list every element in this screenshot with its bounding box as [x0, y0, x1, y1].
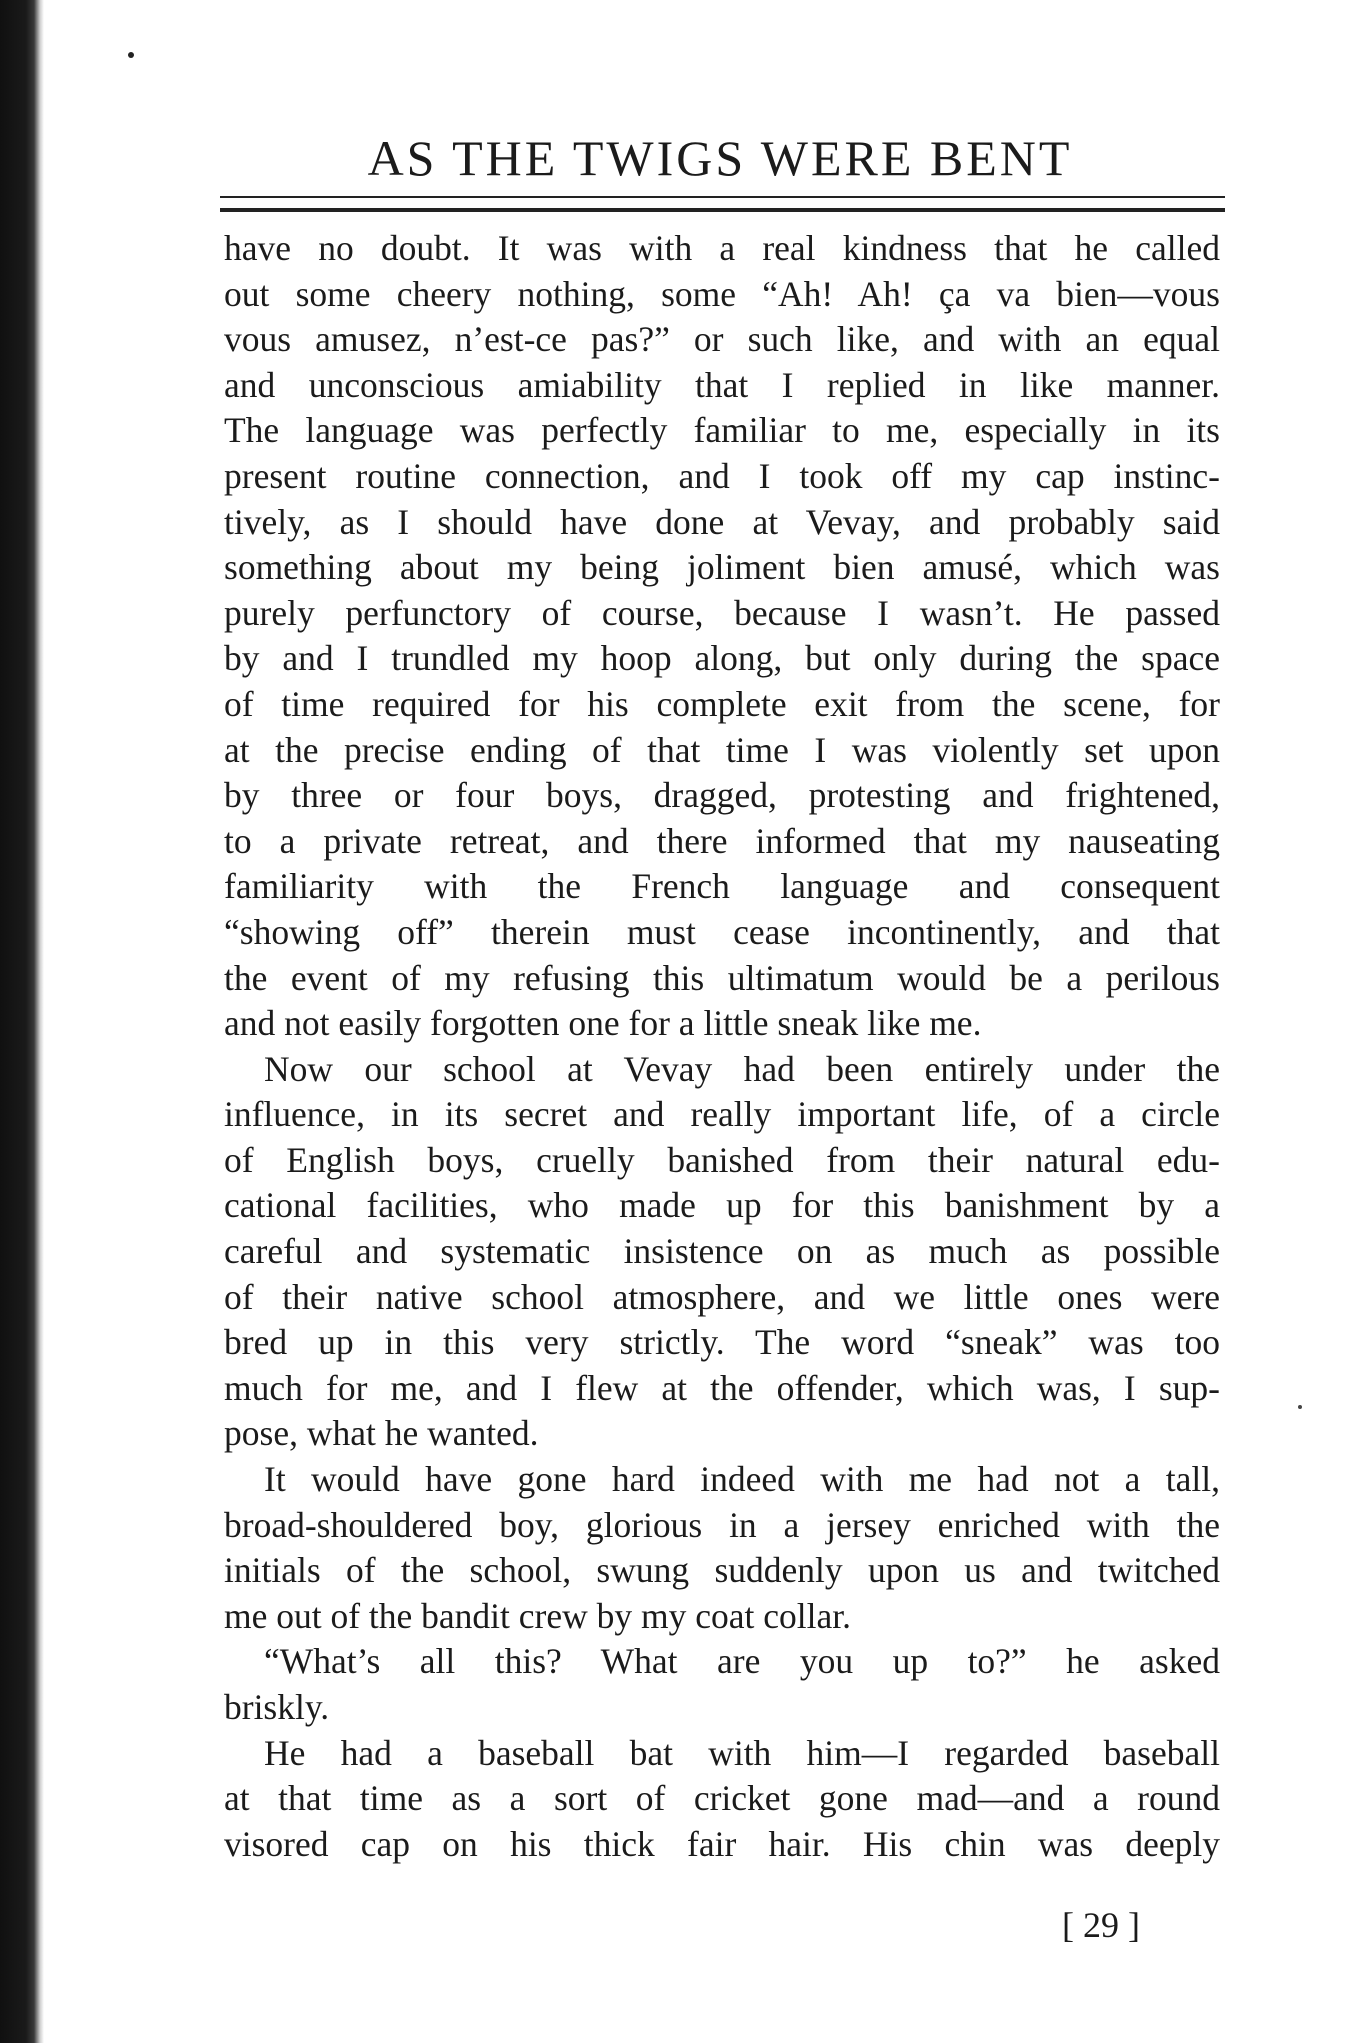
text-line: broad-shouldered boy, glorious in a jersey enriched with the: [224, 1504, 1220, 1545]
text-line: by three or four boys, dragged, protesting and frightened,: [224, 775, 1220, 816]
running-header: AS THE TWIGS WERE BENT: [367, 130, 1073, 186]
text-line: bred up in this very strictly. The word “sneak” was too: [224, 1322, 1220, 1363]
text-line: It would have gone hard indeed with me had not a tall,: [264, 1459, 1220, 1500]
text-line: at that time as a sort of cricket gone mad—and a round: [224, 1778, 1220, 1819]
text-line: influence, in its secret and really important life, of a circle: [224, 1094, 1220, 1135]
text-line: of English boys, cruelly banished from their natural edu-: [224, 1139, 1220, 1180]
text-line: something about my being joliment bien amusé, which was: [224, 547, 1220, 588]
page-number: [ 29 ]: [1062, 1905, 1140, 1945]
body-text: [224, 226, 1220, 1867]
text-line: tively, as I should have done at Vevay, and probably said: [224, 501, 1220, 542]
text-line: have no doubt. It was with a real kindness that he called: [224, 228, 1220, 268]
text-line: the event of my refusing this ultimatum would be a perilous: [224, 957, 1220, 998]
text-line: familiarity with the French language and consequent: [224, 866, 1220, 907]
text-line: me out of the bandit crew by my coat collar.: [224, 1595, 851, 1636]
text-line: careful and systematic insistence on as much as possible: [224, 1231, 1220, 1272]
text-line: vous amusez, n’est-ce pas?” or such like, and with an equal: [224, 319, 1220, 360]
print-speck: [128, 52, 134, 58]
text-line: much for me, and I flew at the offender, which was, I sup-: [224, 1367, 1220, 1408]
text-line: “What’s all this? What are you up to?” he asked: [264, 1641, 1220, 1682]
text-line: visored cap on his thick fair hair. His chin was deeply: [224, 1823, 1220, 1864]
book-binding-edge: [0, 0, 44, 2043]
text-line: at the precise ending of that time I was violently set upon: [224, 729, 1220, 770]
text-line: The language was perfectly familiar to me, especially in its: [224, 410, 1220, 451]
text-line: to a private retreat, and there informed that my nauseating: [224, 820, 1220, 861]
print-speck: [1298, 1405, 1302, 1409]
text-line: present routine connection, and I took off my cap instinc-: [224, 455, 1220, 496]
text-line: by and I trundled my hoop along, but only during the space: [224, 638, 1220, 679]
text-line: briskly.: [224, 1687, 330, 1727]
text-line: cational facilities, who made up for this banishment by a: [224, 1185, 1220, 1226]
text-line: “showing off” therein must cease incontinently, and that: [224, 911, 1220, 952]
text-line: and unconscious amiability that I replied in like manner.: [224, 364, 1220, 405]
text-line: of their native school atmosphere, and we little ones were: [224, 1276, 1220, 1317]
header-rule: [220, 196, 1225, 212]
text-line: Now our school at Vevay had been entirely under the: [264, 1048, 1220, 1089]
text-line: pose, what he wanted.: [224, 1413, 539, 1454]
text-line: He had a baseball bat with him—I regarded baseball: [264, 1732, 1220, 1773]
text-line: and not easily forgotten one for a little sneak like me.: [224, 1003, 982, 1044]
text-line: of time required for his complete exit from the scene, for: [224, 683, 1220, 724]
text-line: initials of the school, swung suddenly upon us and twitched: [224, 1550, 1220, 1591]
text-line: out some cheery nothing, some “Ah! Ah! ça va bien—vous: [224, 273, 1220, 314]
text-line: purely perfunctory of course, because I wasn’t. He passed: [224, 592, 1220, 633]
